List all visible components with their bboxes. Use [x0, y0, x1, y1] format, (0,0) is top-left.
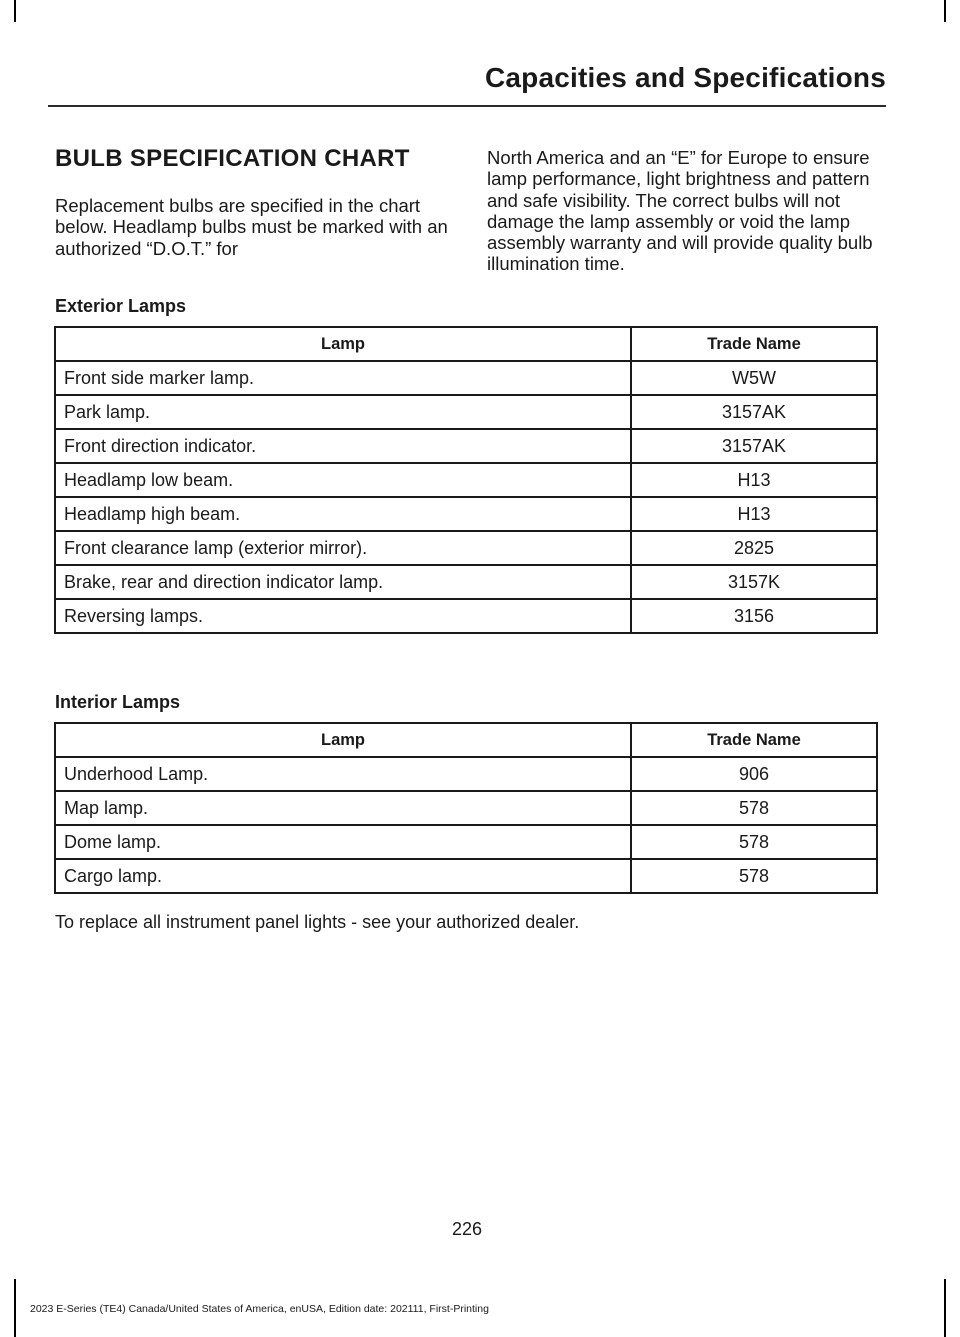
trade-name-cell: W5W — [631, 361, 877, 395]
trade-name-cell: 578 — [631, 791, 877, 825]
lamp-cell: Dome lamp. — [55, 825, 631, 859]
trade-name-cell: 906 — [631, 757, 877, 791]
intro-text-left: Replacement bulbs are specified in the chart below. Headlamp bulbs must be marked with an authorized “D.O.T.” for — [55, 195, 448, 259]
trade-name-cell: 3157AK — [631, 429, 877, 463]
exterior-lamps-heading: Exterior Lamps — [55, 296, 187, 316]
page-number: 226 — [451, 1219, 483, 1239]
lamp-cell: Front direction indicator. — [55, 429, 631, 463]
intro-right-column — [487, 147, 882, 275]
trade-name-cell: 578 — [631, 859, 877, 893]
trade-name-cell: 3157AK — [631, 395, 877, 429]
table-row — [55, 859, 877, 893]
table-header-row — [55, 327, 877, 361]
column-header-lamp: Lamp — [55, 327, 631, 361]
table-row — [55, 497, 877, 531]
table-row — [55, 825, 877, 859]
trade-name-cell: 3156 — [631, 599, 877, 633]
table-row — [55, 395, 877, 429]
table-row — [55, 599, 877, 633]
trade-name-cell: H13 — [631, 463, 877, 497]
column-header-trade-name: Trade Name — [631, 723, 877, 757]
lamp-cell: Underhood Lamp. — [55, 757, 631, 791]
lamp-cell: Headlamp low beam. — [55, 463, 631, 497]
trade-name-cell: 3157K — [631, 565, 877, 599]
crop-mark-bottom-right — [944, 1279, 946, 1337]
lamp-cell: Reversing lamps. — [55, 599, 631, 633]
intro-text-right: North America and an “E” for Europe to ensure lamp performance, light brightness and pattern and safe visibility. The correct bulbs will not damage the lamp assembly or void the lamp assembly warranty and will provide quality bulb illumination time. — [487, 147, 873, 275]
lamp-cell: Park lamp. — [55, 395, 631, 429]
exterior-lamps-table — [54, 326, 878, 634]
table-row — [55, 361, 877, 395]
lamp-cell: Map lamp. — [55, 791, 631, 825]
crop-mark-top-right — [944, 0, 946, 22]
table-row — [55, 791, 877, 825]
trade-name-cell: 578 — [631, 825, 877, 859]
instrument-panel-note: To replace all instrument panel lights - see your authorized dealer. — [55, 912, 580, 932]
section-heading: BULB SPECIFICATION CHART — [55, 145, 410, 172]
table-row — [55, 531, 877, 565]
crop-mark-top-left — [14, 0, 16, 22]
edition-footer: 2023 E-Series (TE4) Canada/United States of America, enUSA, Edition date: 202111, First-Printing — [30, 1303, 489, 1315]
table-row — [55, 565, 877, 599]
lamp-cell: Cargo lamp. — [55, 859, 631, 893]
header-divider — [48, 105, 886, 107]
table-row — [55, 463, 877, 497]
lamp-cell: Front clearance lamp (exterior mirror). — [55, 531, 631, 565]
crop-mark-bottom-left — [14, 1279, 16, 1337]
table-header-row — [55, 723, 877, 757]
column-header-lamp: Lamp — [55, 723, 631, 757]
lamp-cell: Brake, rear and direction indicator lamp. — [55, 565, 631, 599]
table-row — [55, 757, 877, 791]
page-header-title: Capacities and Specifications — [484, 62, 886, 93]
intro-left-column — [55, 145, 455, 259]
interior-lamps-table — [54, 722, 878, 894]
table-row — [55, 429, 877, 463]
interior-lamps-heading: Interior Lamps — [55, 692, 181, 712]
lamp-cell: Headlamp high beam. — [55, 497, 631, 531]
column-header-trade-name: Trade Name — [631, 327, 877, 361]
trade-name-cell: H13 — [631, 497, 877, 531]
lamp-cell: Front side marker lamp. — [55, 361, 631, 395]
trade-name-cell: 2825 — [631, 531, 877, 565]
